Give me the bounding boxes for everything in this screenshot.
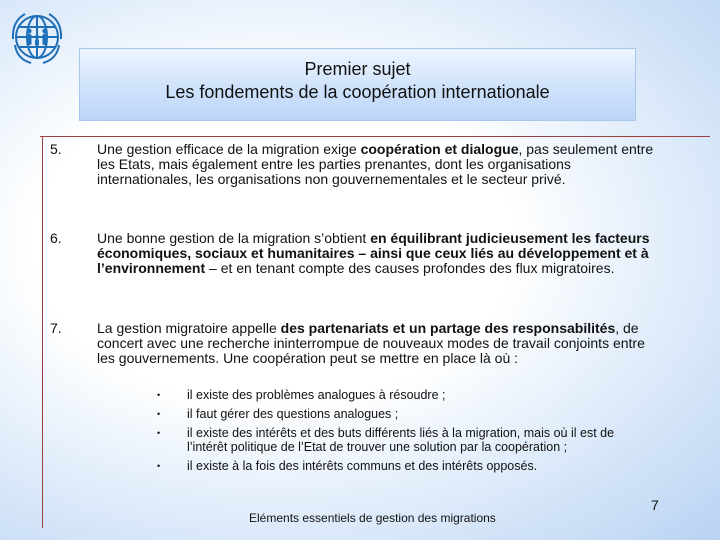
item-text-part: , pas seulement entre les Etats, mais également entre les parties prenantes, dont les organisations internationales, les organisations non gouvernementales et le secteur privé.	[97, 141, 654, 187]
iom-logo-icon	[9, 9, 65, 65]
page-number: 7	[651, 497, 659, 513]
item-text-part: Une bonne gestion de la migration s’obtient	[97, 230, 371, 246]
bullet-text: il existe des intérêts et des buts différents liés à la migration, mais où il est de l’intérêt politique de l’Etat de trouver une solution par la coopération ;	[187, 426, 615, 454]
bullet-list	[157, 388, 657, 478]
item-text-bold: en équilibrant judicieusement les facteurs économiques, sociaux et humanitaires – ainsi que ceux liés au développement et à l’environnement	[97, 230, 650, 276]
item-text-part: Une gestion efficace de la migration exige	[97, 141, 361, 157]
item-text-bold: des partenariats et un partage des responsabilités	[280, 320, 616, 336]
bullet-dot-icon: •	[157, 409, 161, 419]
slide-title-line2: Les fondements de la coopération internationale	[165, 82, 550, 102]
item-text-part: – et en tenant compte des causes profondes des flux migratoires.	[205, 260, 615, 276]
bullet-text: il faut gérer des questions analogues ;	[187, 407, 399, 421]
bullet-item	[157, 426, 657, 454]
item-text	[97, 142, 657, 187]
item-number: 6.	[50, 230, 62, 246]
vertical-rule	[42, 136, 43, 528]
footer-text: Eléments essentiels de gestion des migrations	[249, 511, 496, 525]
item-number: 7.	[50, 320, 62, 336]
slide-title-box	[79, 48, 636, 121]
slide-title-line1: Premier sujet	[304, 59, 411, 79]
bullet-text: il existe des problèmes analogues à résoudre ;	[187, 388, 446, 402]
item-text-part: La gestion migratoire appelle	[97, 320, 281, 336]
item-number: 5.	[50, 141, 62, 157]
bullet-item	[157, 459, 657, 473]
item-text-bold: coopération et dialogue	[360, 141, 519, 157]
bullet-item	[157, 407, 657, 421]
bullet-dot-icon: •	[157, 390, 161, 400]
bullet-item	[157, 388, 657, 402]
bullet-dot-icon: •	[157, 428, 161, 438]
item-text	[97, 321, 657, 366]
bullet-text: il existe à la fois des intérêts communs et des intérêts opposés.	[187, 459, 538, 473]
horizontal-rule	[40, 136, 710, 137]
item-text-part: , de concert avec une recherche ininterrompue de nouveaux modes de travail conjoints entre les gouvernements. Une coopération peut se mettre en place là où :	[97, 320, 645, 366]
item-text	[97, 231, 657, 276]
bullet-dot-icon: •	[157, 461, 161, 471]
